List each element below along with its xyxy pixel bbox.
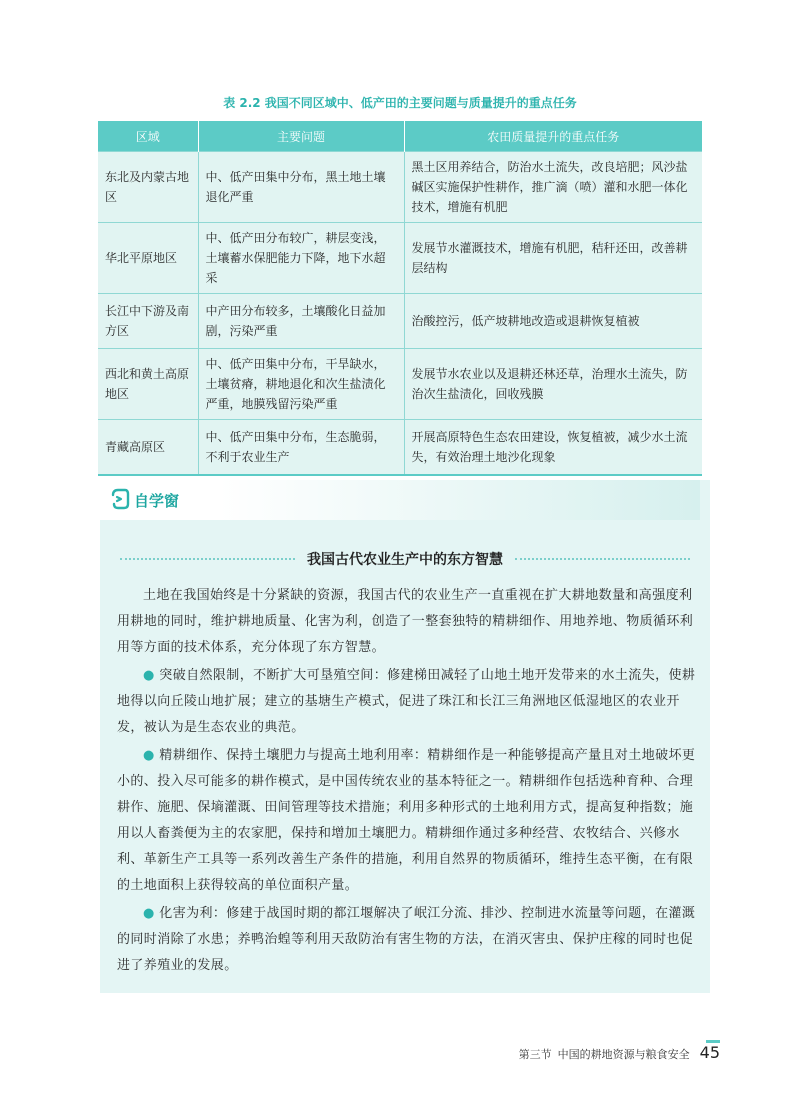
cell-tasks: 发展节水灌溉技术，增施有机肥，秸秆还田，改善耕层结构 [404,223,702,294]
self-study-icon [110,486,130,512]
header-tasks: 农田质量提升的重点任务 [404,121,702,152]
cell-region: 长江中下游及南方区 [98,294,198,349]
bullet-paragraph [117,663,697,741]
table-row [98,294,702,349]
cell-problems: 中、低产田集中分布，干旱缺水，土壤贫瘠，耕地退化和次生盐渍化严重，地膜残留污染严重 [198,349,404,420]
dotted-rule-right [515,558,690,560]
intro-paragraph: 土地在我国始终是十分紧缺的资源，我国古代的农业生产一直重视在扩大耕地数量和高强度利用耕地的同时，维护耕地质量、化害为利，创造了一整套独特的精耕细作、用地养地、物质循环利用等方面的技术体系，充分体现了东方智慧。 [117,588,694,655]
cell-problems: 中、低产田集中分布，黑土地土壤退化严重 [198,152,404,223]
header-region: 区域 [98,121,198,152]
self-study-badge: 自学窗 [134,492,180,510]
box-title: 我国古代农业生产中的东方智慧 [307,552,503,568]
table-row [98,223,702,294]
bullet-text: 突破自然限制，不断扩大可垦殖空间：修建梯田减轻了山地土地开发带来的水土流失，使耕地得以向丘陵山地扩展；建立的基塘生产模式，促进了珠江和长江三角洲地区低湿地区的农业开发，被认为是生态农业的典范。 [117,668,696,735]
header-problems: 主要问题 [198,121,404,152]
bullet-paragraph [117,901,697,979]
table-row [98,349,702,420]
cell-region: 西北和黄土高原地区 [98,349,198,420]
cell-region: 青藏高原区 [98,420,198,476]
table-row [98,420,702,476]
page-footer [480,1040,720,1062]
bullet-dot-icon: ● [143,668,155,683]
data-table [98,121,702,476]
self-study-header [100,480,700,520]
footer-section: 第三节 [518,1048,552,1061]
page-number: 45 [699,1043,720,1062]
table-row [98,152,702,223]
cell-region: 华北平原地区 [98,223,198,294]
table-header-row [98,121,702,152]
cell-problems: 中产田分布较多，土壤酸化日益加剧，污染严重 [198,294,404,349]
cell-problems: 中、低产田集中分布，生态脆弱，不利于农业生产 [198,420,404,476]
cell-tasks: 黑土区用养结合，防治水土流失，改良培肥；风沙盐碱区实施保护性耕作，推广滴（喷）灌和水肥一体化技术，增施有机肥 [404,152,702,223]
table-caption: 表 2.2 我国不同区域中、低产田的主要问题与质量提升的重点任务 [223,96,577,110]
cell-region: 东北及内蒙古地区 [98,152,198,223]
bullet-paragraph [117,743,697,899]
bullet-text: 精耕细作、保持土壤肥力与提高土地利用率：精耕细作是一种能够提高产量且对土地破坏更小的、投入尽可能多的耕作模式，是中国传统农业的基本特征之一。精耕细作包括选种育种、合理耕作、施肥、保墒灌溉、田间管理等技术措施；利用多种形式的土地利用方式，提高复种指数；施用以人畜粪便为主的农家肥，保持和增加土壤肥力。精耕细作通过多种经营、农牧结合、兴修水利、革新生产工具等一系列改善生产条件的措施，利用自然界的物质循环，维持生态平衡，在有限的土地面积上获得较高的单位面积产量。 [117,748,696,893]
box-title-row [120,549,690,569]
footer-title: 中国的耕地资源与粮食安全 [557,1048,690,1061]
cell-tasks: 治酸控污，低产坡耕地改造或退耕恢复植被 [404,294,702,349]
dotted-rule-left [120,558,295,560]
cell-problems: 中、低产田分布较广，耕层变浅，土壤蓄水保肥能力下降，地下水超采 [198,223,404,294]
bullet-dot-icon: ● [143,748,155,763]
box-body [117,583,697,981]
cell-tasks: 开展高原特色生态农田建设，恢复植被，减少水土流失，有效治理土地沙化现象 [404,420,702,476]
bullet-dot-icon: ● [143,906,155,921]
bullet-text: 化害为利：修建于战国时期的都江堰解决了岷江分流、排沙、控制进水流量等问题，在灌溉的同时消除了水患；养鸭治蝗等利用天敌防治有害生物的方法，在消灭害虫、保护庄稼的同时也促进了养殖业的发展。 [117,906,696,973]
cell-tasks: 发展节水农业以及退耕还林还草，治理水土流失，防治次生盐渍化，回收残膜 [404,349,702,420]
